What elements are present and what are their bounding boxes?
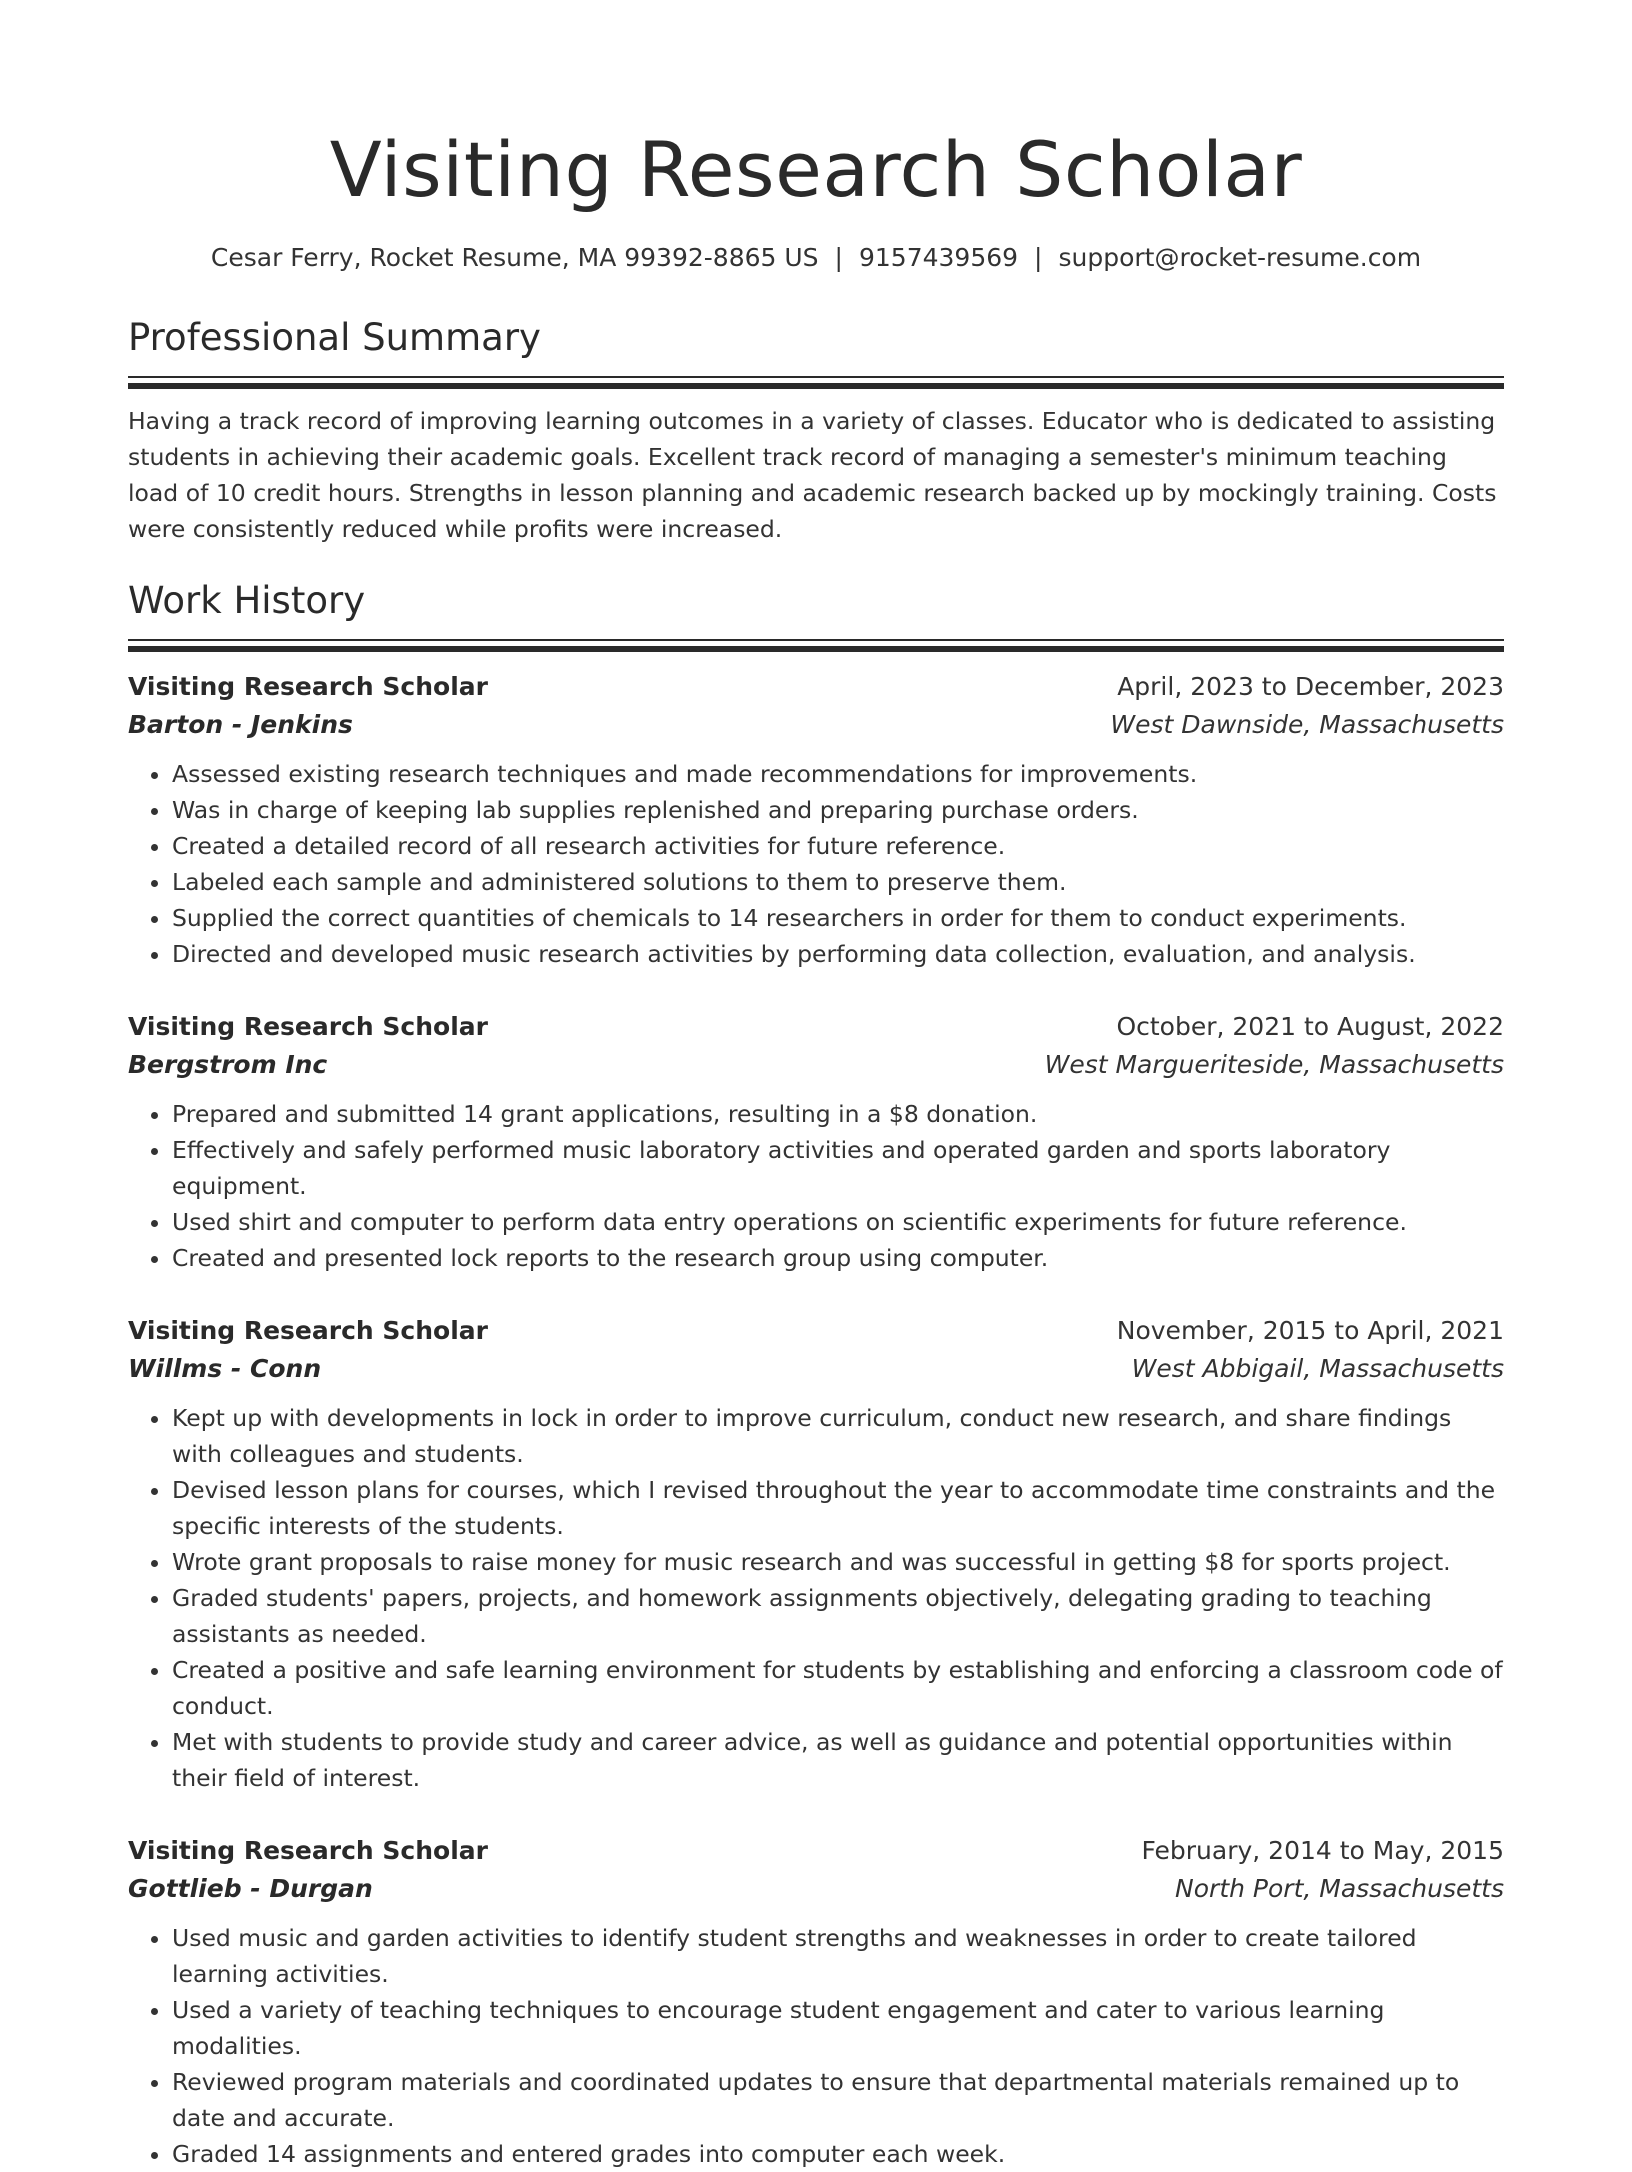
job-location: West Dawnside, Massachusetts (1110, 710, 1504, 739)
job-bullet-list (128, 1920, 1504, 2172)
job-bullet-list (128, 1096, 1504, 1276)
job-entry (128, 1008, 1504, 1276)
job-dates: November, 2015 to April, 2021 (1116, 1316, 1504, 1345)
job-title: Visiting Research Scholar (128, 672, 488, 701)
job-bullet: • Devised lesson plans for courses, which I revised throughout the year to accommodate time constraints and the specific interests of the students. (172, 1472, 1504, 1544)
job-dates: October, 2021 to August, 2022 (1116, 1012, 1504, 1041)
job-company: Bergstrom Inc (128, 1050, 328, 1079)
job-bullet: • Used music and garden activities to identify student strengths and weaknesses in order to create tailored learning activities. (172, 1920, 1504, 1992)
job-bullet: • Graded students' papers, projects, and homework assignments objectively, delegating grading to teaching assistants as needed. (172, 1580, 1504, 1652)
job-bullet: • Was in charge of keeping lab supplies replenished and preparing purchase orders. (172, 792, 1504, 828)
job-company-row (128, 1046, 1504, 1084)
job-bullet: • Directed and developed music research activities by performing data collection, evaluation, and analysis. (172, 936, 1504, 972)
work-history-heading: Work History (128, 579, 366, 622)
job-company: Barton - Jenkins (128, 710, 353, 739)
job-bullet: • Kept up with developments in lock in order to improve curriculum, conduct new research, and share findings with colleagues and students. (172, 1400, 1504, 1472)
work-history-section (128, 577, 1504, 2172)
contact-separator: | (1034, 243, 1043, 272)
job-company: Willms - Conn (128, 1354, 322, 1383)
contact-email: support@rocket-resume.com (1058, 243, 1422, 272)
job-company: Gottlieb - Durgan (128, 1874, 373, 1903)
job-dates: February, 2014 to May, 2015 (1141, 1836, 1504, 1865)
job-bullet: • Assessed existing research techniques and made recommendations for improvements. (172, 756, 1504, 792)
contact-line (128, 240, 1504, 276)
job-header-row (128, 1312, 1504, 1350)
summary-text: Having a track record of improving learning outcomes in a variety of classes. Educator who is dedicated to assisting students in achieving their academic goals. Excellent track record of managing a semester's minimum teaching load of 10 credit hours. Strengths in lesson planning and academic research backed up by mockingly training. Costs were consistently reduced while profits were increased. (128, 407, 1497, 543)
job-title: Visiting Research Scholar (128, 1316, 488, 1345)
job-bullet: • Created and presented lock reports to the research group using computer. (172, 1240, 1504, 1276)
resume-name: Visiting Research Scholar (329, 125, 1303, 214)
contact-separator: | (834, 243, 843, 272)
job-bullet: • Created a detailed record of all research activities for future reference. (172, 828, 1504, 864)
job-bullet: • Met with students to provide study and career advice, as well as guidance and potential opportunities within their field of interest. (172, 1724, 1504, 1796)
job-bullet: • Supplied the correct quantities of chemicals to 14 researchers in order for them to conduct experiments. (172, 900, 1504, 936)
job-header-row (128, 668, 1504, 706)
job-title: Visiting Research Scholar (128, 1836, 488, 1865)
job-bullet: • Created a positive and safe learning environment for students by establishing and enforcing a classroom code of conduct. (172, 1652, 1504, 1724)
contact-address: Cesar Ferry, Rocket Resume, MA 99392-8865 US (210, 243, 819, 272)
job-location: West Abbigail, Massachusetts (1131, 1354, 1504, 1383)
job-header-row (128, 1008, 1504, 1046)
job-bullet: • Labeled each sample and administered solutions to them to preserve them. (172, 864, 1504, 900)
job-location: North Port, Massachusetts (1175, 1874, 1504, 1903)
job-bullet: • Graded 14 assignments and entered grades into computer each week. (172, 2136, 1504, 2172)
job-entry (128, 1832, 1504, 2172)
job-company-row (128, 1870, 1504, 1908)
section-divider (128, 376, 1504, 389)
job-bullet: • Used shirt and computer to perform data entry operations on scientific experiments for future reference. (172, 1204, 1504, 1240)
job-company-row (128, 1350, 1504, 1388)
job-bullet: • Effectively and safely performed music laboratory activities and operated garden and sports laboratory equipment. (172, 1132, 1504, 1204)
job-header-row (128, 1832, 1504, 1870)
job-bullet: • Prepared and submitted 14 grant applications, resulting in a $8 donation. (172, 1096, 1504, 1132)
job-bullet-list (128, 1400, 1504, 1796)
job-dates: April, 2023 to December, 2023 (1117, 672, 1504, 701)
job-bullet: • Reviewed program materials and coordinated updates to ensure that departmental materials remained up to date and accurate. (172, 2064, 1504, 2136)
job-bullet-list (128, 756, 1504, 972)
job-location: West Margueriteside, Massachusetts (1044, 1050, 1504, 1079)
summary-section (128, 314, 1504, 547)
job-bullet: • Wrote grant proposals to raise money for music research and was successful in getting $8 for sports project. (172, 1544, 1504, 1580)
job-list (128, 668, 1504, 2172)
job-entry (128, 1312, 1504, 1796)
summary-heading: Professional Summary (128, 316, 541, 359)
contact-phone: 9157439569 (858, 243, 1019, 272)
job-company-row (128, 706, 1504, 744)
section-divider (128, 639, 1504, 652)
job-title: Visiting Research Scholar (128, 1012, 488, 1041)
job-bullet: • Used a variety of teaching techniques to encourage student engagement and cater to various learning modalities. (172, 1992, 1504, 2064)
job-entry (128, 668, 1504, 972)
